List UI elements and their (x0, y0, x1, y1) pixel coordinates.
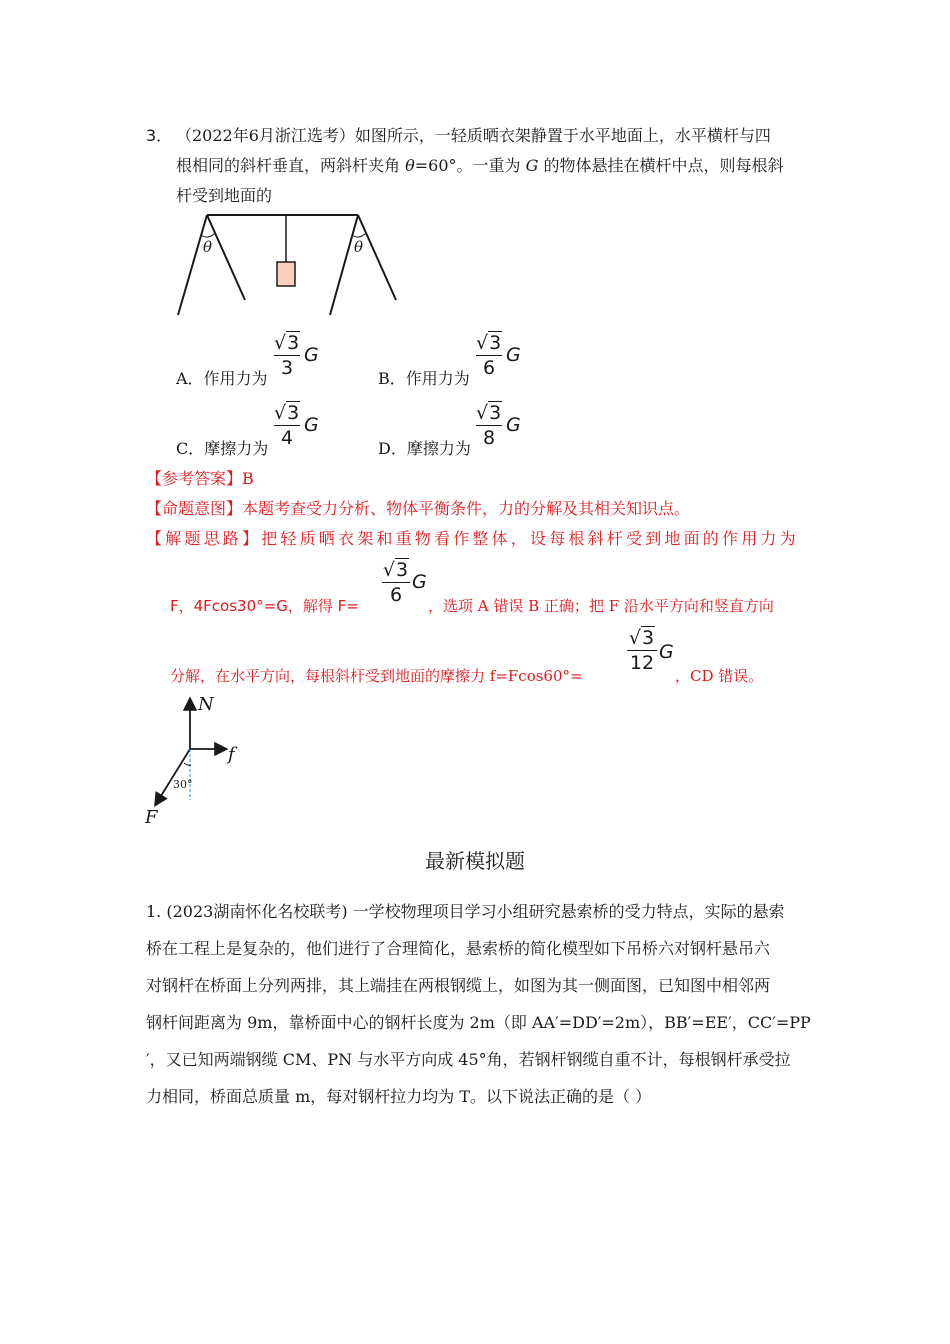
solution-line-3-a: 分解，在水平方向，每根斜杆受到地面的摩擦力 f=Fcos60°= (170, 667, 583, 685)
option-d-label: D．摩擦力为 (378, 439, 471, 458)
question-text-line-1: （2022年6月浙江选考）如图所示，一轻质晒衣架静置于水平地面上，水平横杆与四 (176, 126, 771, 145)
q1-line-2: 桥在工程上是复杂的，他们进行了合理简化，悬索桥的简化模型如下吊桥六对钢杆悬吊六 (146, 939, 771, 958)
hanging-weight (277, 262, 295, 286)
clothes-rack-figure (170, 210, 410, 320)
solution-var-2: G (659, 641, 674, 663)
leg-left-inner (207, 215, 245, 300)
question-text-line-2: 根相同的斜杆垂直，两斜杆夹角 θ=60°。一重为 G 的物体悬挂在横杆中点，则每根斜 (176, 156, 784, 175)
angle-arc-left (201, 233, 215, 237)
option-a-var: G (304, 344, 319, 366)
leg-left-outer (178, 215, 207, 315)
label-f: f (228, 744, 235, 765)
option-b-label: B．作用力为 (378, 369, 470, 388)
question-text-line-3: 杆受到地面的 (176, 186, 273, 205)
q1-line-4: 钢杆间距离为 9m，靠桥面中心的钢杆长度为 2m（即 AA′=DD′=2m），BB′=EE′，CC′=PP (146, 1013, 811, 1032)
angle-arc-right (352, 233, 366, 237)
question-number: 3． (146, 126, 173, 145)
force-diagram (140, 690, 250, 830)
q1-line-6: 力相同，桥面总质量 m，每对钢杆拉力均为 T。以下说法正确的是（ ） (146, 1087, 652, 1106)
option-c-var: G (304, 414, 319, 436)
option-b-fraction: √3 6 (476, 332, 502, 379)
option-c-label: C．摩擦力为 (176, 439, 269, 458)
option-b-var: G (506, 344, 521, 366)
solution-var-1: G (412, 571, 427, 593)
solution-line-3-b: ，CD 错误。 (675, 667, 764, 685)
option-d-var: G (506, 414, 521, 436)
option-c-fraction: √3 4 (274, 402, 300, 449)
solution-line-2-a: F，4Fcos30°=G，解得 F= (170, 597, 359, 615)
leg-right-inner (358, 215, 396, 300)
leg-right-outer (330, 215, 358, 315)
option-a-label: A．作用力为 (176, 369, 268, 388)
solution-line-1: 【解题思路】把轻质晒衣架和重物看作整体，设每根斜杆受到地面的作用力为 (146, 529, 799, 548)
theta-label-right: θ (354, 238, 364, 256)
label-angle: 30° (173, 778, 193, 791)
theta-label-left: θ (203, 238, 213, 256)
label-N: N (198, 694, 214, 715)
q1-line-5: ′，又已知两端钢缆 CM、PN 与水平方向成 45°角，若钢杆钢缆自重不计，每根钢杆承受拉 (146, 1050, 791, 1069)
reference-answer: 【参考答案】B (146, 469, 254, 488)
question-intent: 【命题意图】本题考查受力分析、物体平衡条件，力的分解及其相关知识点。 (146, 499, 691, 518)
solution-fraction-2: √3 12 (627, 627, 657, 674)
force-F-arrow (156, 749, 190, 804)
label-F: F (145, 807, 158, 828)
q1-line-3: 对钢杆在桥面上分列两排，其上端挂在两根钢缆上，如图为其一侧面图，已知图中相邻两 (146, 976, 771, 995)
option-d-fraction: √3 8 (476, 402, 502, 449)
solution-line-2-b: ，选项 A 错误 B 正确；把 F 沿水平方向和竖直方向 (428, 597, 774, 615)
option-a-fraction: √3 3 (274, 332, 300, 379)
solution-fraction-1: √3 6 (382, 559, 409, 606)
q1-line-1: 1. (2023湖南怀化名校联考) 一学校物理项目学习小组研究悬索桥的受力特点，实际的悬索 (146, 902, 785, 921)
section-title: 最新模拟题 (425, 849, 525, 873)
